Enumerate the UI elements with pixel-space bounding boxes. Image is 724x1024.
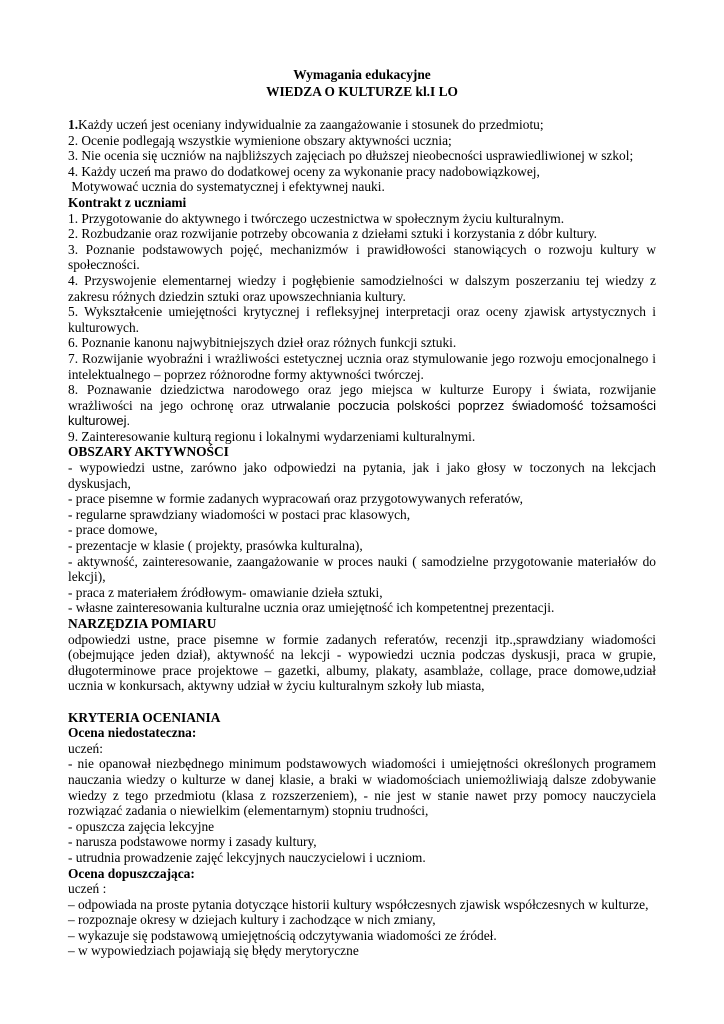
grade-sufficient-heading: Ocena dopuszczająca: [68,865,195,881]
area-item: - własne zainteresowania kulturalne ucznia oraz umiejętność ich kompetentnej prezentacji. [68,600,555,616]
intro-item-text: Każdy uczeń jest oceniany indywidualnie za zaangażowanie i stosunek do przedmiotu; [78,117,544,132]
contract-item: 6. Poznanie kanonu najwybitniejszych dzieł oraz różnych funkcji sztuki. [68,335,457,351]
blank-line [68,694,656,710]
grade-insufficient-item: - opuszcza zajęcia lekcyjne [68,818,215,834]
grade-sufficient-item: – w wypowiedziach pojawiają się błędy merytoryczne [68,943,359,959]
tools-text: odpowiedzi ustne, prace pisemne w formie zadanych referatów, recenzji itp.,sprawdziany wiadomości (obejmujące jeden dział), aktywność na lekcji - wypowiedzi ucznia podczas dyskusji, praca w grupie, długoterminowe prace projektowe – gazetki, albumy, plakaty, asamblaże, collage, prace domowe,udział ucznia w konkursach, aktywny udział w życiu kulturalnym szkoły lub miasta, [68,631,656,694]
grade-sufficient-intro: uczeń : [68,881,107,897]
intro-item [68,117,656,133]
contract-item: 2. Rozbudzanie oraz rozwijanie potrzeby obcowania z dziełami sztuki i korzystania z dóbr kultury. [68,226,597,242]
intro-item: 3. Nie ocenia się uczniów na najbliższych zajęciach po dłuższej nieobecności usprawiedliwionej w szkol; [68,148,634,164]
area-item: - prace pisemne w formie zadanych wypracowań oraz przygotowywanych referatów, [68,491,523,507]
areas-heading: OBSZARY AKTYWNOŚCI [68,444,229,460]
document-title [0,66,724,100]
contract-item: 7. Rozwijanie wyobraźni i wrażliwości estetycznej ucznia oraz stymulowanie jego rozwoju emocjonalnego i intelektualnego – poprzez różnorodne formy aktywności twórczej. [68,350,656,382]
grade-insufficient-intro: uczeń: [68,740,103,756]
area-item: - regularne sprawdziany wiadomości w postaci prac klasowych, [68,506,411,522]
contract-item [68,382,656,429]
grade-sufficient-item: – rozpoznaje okresy w dziejach kultury i zachodzące w nich zmiany, [68,912,436,928]
contract-item-8-part-2: utrwalanie poczucia polskości poprzez świadomość tożsamości kulturowej. [68,397,656,429]
intro-item: 4. Każdy uczeń ma prawo do dodatkowej oceny za wykonanie pracy nadobowiązkowej, [68,163,540,179]
contract-item: 4. Przyswojenie elementarnej wiedzy i pogłębienie samodzielności w dalszym poszerzaniu tej wiedzy z zakresu różnych dziedzin sztuki oraz upowszechniania kultury. [68,272,656,304]
title-line-2: WIEDZA O KULTURZE kl.I LO [266,84,458,99]
area-item: - praca z materiałem źródłowym- omawianie dzieła sztuki, [68,584,383,600]
grade-sufficient-item: – wykazuje się podstawową umiejętnością odczytywania wiadomości ze źródeł. [68,927,497,943]
document-body [68,117,656,959]
grade-sufficient-item: – odpowiada na proste pytania dotyczące historii kultury współczesnych zjawisk współczesnych w kulturze, [68,896,649,912]
intro-item-number: 1. [68,117,79,132]
intro-item: 2. Ocenie podlegają wszystkie wymienione obszary aktywności ucznia; [68,132,452,148]
criteria-heading: KRYTERIA OCENIANIA [68,709,221,725]
grade-insufficient-item: - utrudnia prowadzenie zajęć lekcyjnych nauczycielowi i uczniom. [68,849,426,865]
grade-insufficient-heading: Ocena niedostateczna: [68,725,197,741]
tools-heading: NARZĘDZIA POMIARU [68,616,217,631]
grade-insufficient-item: - narusza podstawowe normy i zasady kultury, [68,834,317,850]
contract-item-8-part-1: 8. Poznawanie dziedzictwa narodowego oraz jego miejsca w kulturze Europy i świata, rozwijanie wrażliwości na jego ochronę oraz [68,382,656,413]
contract-item: 1. Przygotowanie do aktywnego i twórczego uczestnictwa w społecznym życiu kulturalnym. [68,210,565,226]
intro-item: Motywować ucznia do systematycznej i efektywnej nauki. [68,179,385,195]
grade-insufficient-item: - nie opanował niezbędnego minimum podstawowych wiadomości i umiejętności określonych programem nauczania wiedzy o kulturze w danej klasie, a braki w wiadomościach uniemożliwiają dalsze zdobywanie wiedzy z tego przedmiotu (klasa z rozszerzeniem), - nie jest w stanie nawet przy pomocy nauczyciela rozwiązać zadania o niewielkim (elementarnym) stopniu trudności, [68,756,656,819]
area-item: - aktywność, zainteresowanie, zaangażowanie w proces nauki ( samodzielne przygotowanie materiałów do lekcji), [68,553,656,585]
area-item: - prezentacje w klasie ( projekty, prasówka kulturalna), [68,538,363,554]
title-line-1: Wymagania edukacyjne [293,67,431,82]
contract-item: 5. Wykształcenie umiejętności krytycznej i refleksyjnej interpretacji oraz oceny zjawisk artystycznych i kulturowych. [68,304,656,335]
area-item: - prace domowe, [68,522,158,538]
contract-heading: Kontrakt z uczniami [68,194,187,210]
area-item: - wypowiedzi ustne, zarówno jako odpowiedzi na pytania, jak i jako głosy w toczonych na lekcjach dyskusjach, [68,460,656,491]
contract-item: 3. Poznanie podstawowych pojęć, mechanizmów i prawidłowości stanowiących o rozwoju kultury w społeczności. [68,241,656,273]
contract-item: 9. Zainteresowanie kulturą regionu i lokalnymi wydarzeniami kulturalnymi. [68,428,476,444]
